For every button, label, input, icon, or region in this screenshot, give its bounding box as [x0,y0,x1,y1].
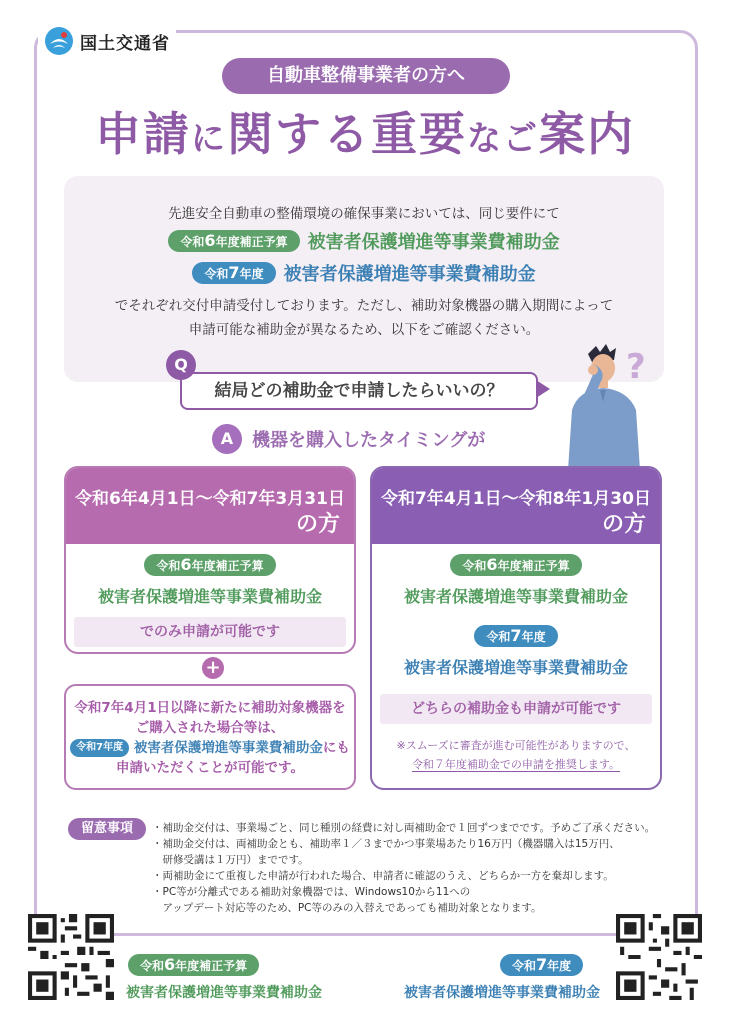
period-suffix: の方 [601,512,646,537]
subsidy-name-r6: 被害者保護増進等事業費補助金 [126,985,322,1001]
title-part: 関する重要 [227,107,467,161]
recommendation-note: ※スムーズに審査が進む可能性がありますので、 令和７年度補助金での申請を推奨します。 [396,739,636,771]
extra-line-3: 令和7年度 被害者保護増進等事業費補助金にも [66,738,354,758]
eligibility-note: どちらの補助金も申請が可能です [380,694,652,724]
extra-line-4: 申請いただくことが可能です。 [116,760,304,776]
title-part: に [191,119,227,159]
extra-line-1: 令和7年4月1日以降に新たに補助対象機器を [74,700,346,716]
ministry-logo [38,22,176,60]
intro-line-1: 先進安全自動車の整備環境の確保事業においては、同じ要件にて [168,206,560,222]
title-part: なご [467,119,539,159]
intro-r6-row [64,228,664,254]
intro-r7-row [64,260,664,286]
additional-eligibility-box [64,684,356,790]
budget-tag-r6: 令和6年度補正予算 [450,554,581,576]
budget-tag-r7: 令和7年度 [500,954,583,976]
question-badge: Q [166,350,196,380]
svg-text:?: ? [626,347,646,387]
notes-label: 留意事項 [68,818,146,840]
note-item: ・補助金交付は、事業場ごと、同じ種別の経費に対し両補助金で１回ずつまでです。予めご了承ください。 [152,822,656,834]
title-part: 案内 [539,107,635,161]
thinking-person-illustration [548,340,668,470]
mlit-logo-icon [44,26,74,56]
subsidy-name-r7: 被害者保護増進等事業費補助金 [403,658,628,677]
eligibility-note: でのみ申請が可能です [74,617,346,647]
budget-tag-r7: 令和7年度 [474,625,557,647]
note-item: ・両補助金にて重複した申請が行われた場合、申請者に確認のうえ、どちらか一方を棄却します。 [152,870,614,882]
ministry-name: 国土交通省 [80,33,170,54]
extra-line-2: ご購入された場合等は、 [135,720,285,736]
period-panel-r7 [370,466,662,790]
subsidy-name-r7: 被害者保護増進等事業費補助金 [283,264,536,285]
note-item: ・補助金交付は、両補助金とも、補助率１／３までかつ事業場あたり16万円（機器購入は15万円、 [152,838,620,850]
budget-tag-r6: 令和6年度補正予算 [168,230,299,252]
budget-tag-r7: 令和7年度 [192,262,275,284]
period-header-r7: 令和7年4月1日～令和8年1月30日 の方 [372,468,660,544]
period-suffix: の方 [295,512,340,537]
subsidy-name-r6: 被害者保護増進等事業費補助金 [307,232,560,253]
qr-code-r7[interactable] [616,914,702,1000]
answer-text: 機器を購入したタイミングが [252,430,486,451]
page-title [0,98,730,164]
note-item: アップデート対応等のため、PC等のみの入替えであっても補助対象となります。 [152,902,542,914]
panel-tag-row [372,625,660,647]
note-item: 研修受講は１万円）までです。 [152,854,309,866]
question-bubble: 結局どの補助金で申請したらいいの？ [180,372,538,410]
intro-line-3: 申請可能な補助金が異なるため、以下をご確認ください。 [188,322,540,338]
budget-tag-r7: 令和7年度 [70,739,129,757]
budget-tag-r6: 令和6年度補正予算 [128,954,259,976]
panel-tag-row [66,554,354,576]
period-panel-r6 [64,466,356,654]
budget-tag-r6: 令和6年度補正予算 [144,554,275,576]
notes-list [152,820,692,916]
subsidy-name-r6: 被害者保護増進等事業費補助金 [403,587,628,606]
subsidy-name-r6: 被害者保護増進等事業費補助金 [97,587,322,606]
answer-badge: A [212,424,242,454]
bottom-tag-r6-wrap [128,954,259,976]
note-item: ・PC等が分離式である補助対象機器では、Windows10から11への [152,886,471,898]
audience-pill: 自動車整備事業者の方へ [222,58,510,94]
title-part: 申請 [95,107,191,161]
intro-line-2: でそれぞれ交付申請受付しております。ただし、補助対象機器の購入期間によって [114,298,614,314]
subsidy-name-r7: 被害者保護増進等事業費補助金 [404,985,600,1001]
bottom-tag-r7-wrap [500,954,583,976]
plus-icon: + [202,657,224,679]
period-header-r6: 令和6年4月1日～令和7年3月31日 の方 [66,468,354,544]
qr-code-r6[interactable] [28,914,114,1000]
panel-tag-row [372,554,660,576]
